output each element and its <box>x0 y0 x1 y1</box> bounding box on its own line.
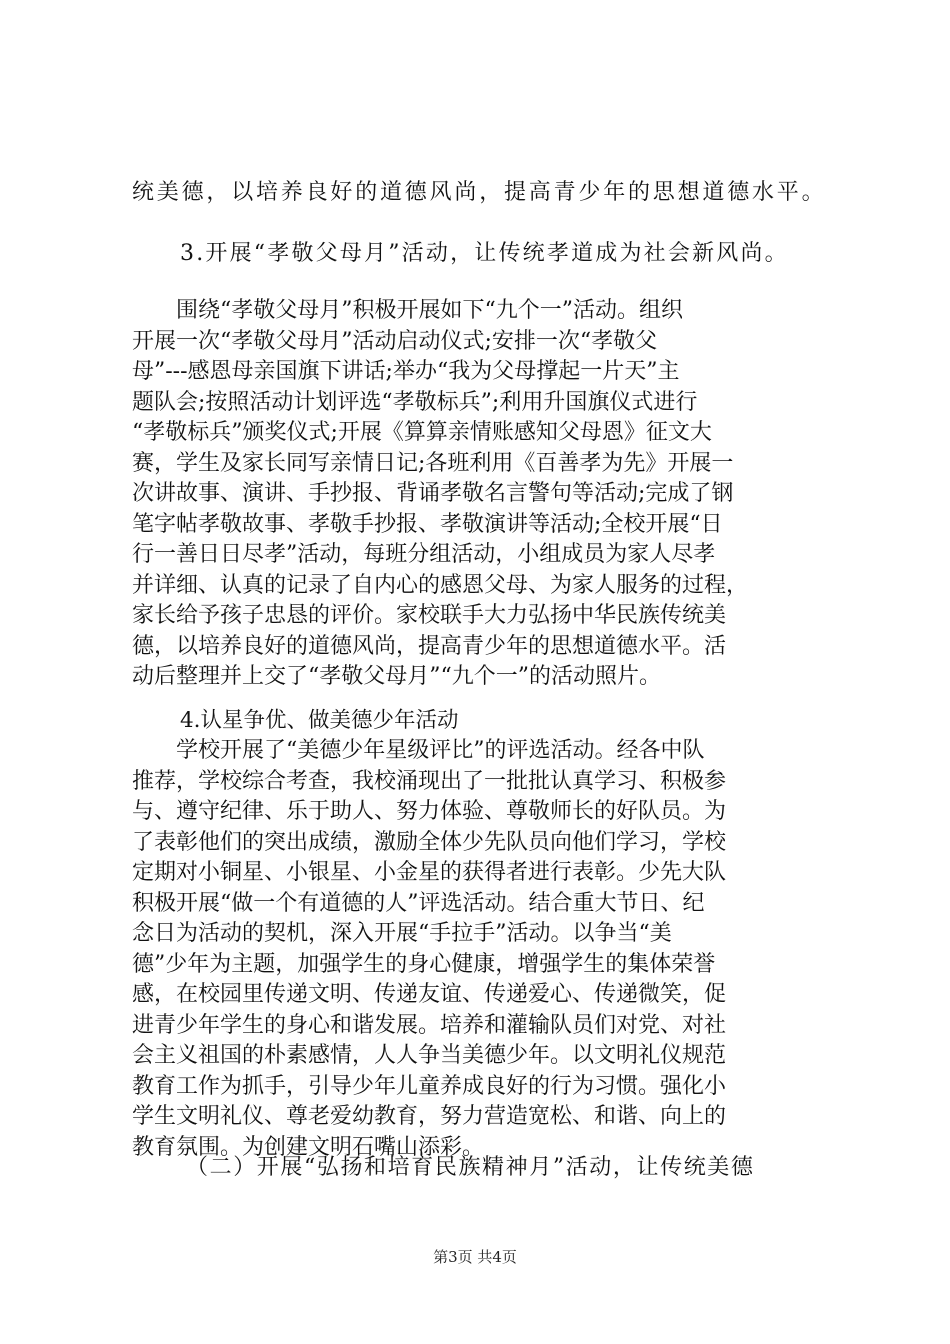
section-heading-3: 3.开展“孝敬父母月”活动，让传统孝道成为社会新风尚。 <box>180 241 789 266</box>
text-row: 德”少年为主题，加强学生的身心健康，增强学生的集体荣誉 <box>132 951 716 977</box>
paragraph-filial-piety <box>132 296 848 693</box>
text-row: 母”---感恩母亲国旗下讲话;举办“我为父母撑起一片天”主 <box>132 359 680 384</box>
text-row: 教育氛围。为创建文明石嘴山添彩。 <box>132 1134 485 1160</box>
text-row: 学生文明礼仪、尊老爱幼教育，努力营造宽松、和谐、向上的 <box>132 1104 727 1129</box>
text-row: 会主义祖国的朴素感情，人人争当美德少年。以文明礼仪规范 <box>132 1043 727 1068</box>
text-row: 题队会;按照活动计划评选“孝敬标兵”;利用升国旗仪式进行 <box>132 389 698 415</box>
text-row: 开展一次“孝敬父母月”活动启动仪式;安排一次“孝敬父 <box>132 328 658 354</box>
text-row: 动后整理并上交了“孝敬父母月”“九个一”的活动照片。 <box>132 664 661 689</box>
text-row: 定期对小铜星、小银星、小金星的获得者进行表彰。少先大队 <box>132 860 727 885</box>
text-row: “孝敬标兵”颁奖仪式;开展《算算亲情账感知父母恩》征文大 <box>132 420 712 445</box>
text-row: 学校开展了“美德少年星级评比”的评选活动。经各中队 <box>132 738 705 763</box>
page-number: 第3页 共4页 <box>433 1248 517 1266</box>
text-row: 进青少年学生的身心和谐发展。培养和灌输队员们对党、对社 <box>132 1012 727 1038</box>
text-row: 笔字帖孝敬故事、孝敬手抄报、孝敬演讲等活动;全校开展“日 <box>132 511 723 537</box>
text-row: 感，在校园里传递文明、传递友谊、传递爱心、传递微笑，促 <box>132 982 727 1007</box>
text-row: 推荐，学校综合考查，我校涌现出了一批批认真学习、积极参 <box>132 768 727 794</box>
text-row: 念日为活动的契机，深入开展“手拉手”活动。以争当“美 <box>132 921 672 946</box>
text-line-continued: 统美德，以培养良好的道德风尚，提高青少年的思想道德水平。 <box>132 180 827 205</box>
text-row: 与、遵守纪律、乐于助人、努力体验、尊敬师长的好队员。为 <box>132 799 727 824</box>
paragraph-virtue-youth <box>132 736 848 1163</box>
text-row: 赛，学生及家长同写亲情日记;各班利用《百善孝为先》开展一 <box>132 450 734 476</box>
text-row: 围绕“孝敬父母月”积极开展如下“九个一”活动。组织 <box>132 298 683 323</box>
text-row: 并详细、认真的记录了自内心的感恩父母、为家人服务的过程， <box>132 572 749 598</box>
text-row: 行一善日日尽孝”活动，每班分组活动，小组成员为家人尽孝 <box>132 542 716 567</box>
section-heading-4: 4.认星争优、做美德少年活动 <box>180 708 459 733</box>
text-row: 次讲故事、演讲、手抄报、背诵孝敬名言警句等活动;完成了钢 <box>132 481 734 506</box>
section-heading-2: （二）开展“弘扬和培育民族精神月”活动，让传统美德 <box>186 1155 755 1180</box>
text-row: 家长给予孩子忠恳的评价。家校联手大力弘扬中华民族传统美 <box>132 603 727 628</box>
text-row: 了表彰他们的突出成绩，激励全体少先队员向他们学习，学校 <box>132 829 727 855</box>
text-row: 积极开展“做一个有道德的人”评选活动。结合重大节日、纪 <box>132 890 705 916</box>
text-row: 德，以培养良好的道德风尚，提高青少年的思想道德水平。活 <box>132 633 727 659</box>
text-row: 教育工作为抓手，引导少年儿童养成良好的行为习惯。强化小 <box>132 1073 727 1099</box>
